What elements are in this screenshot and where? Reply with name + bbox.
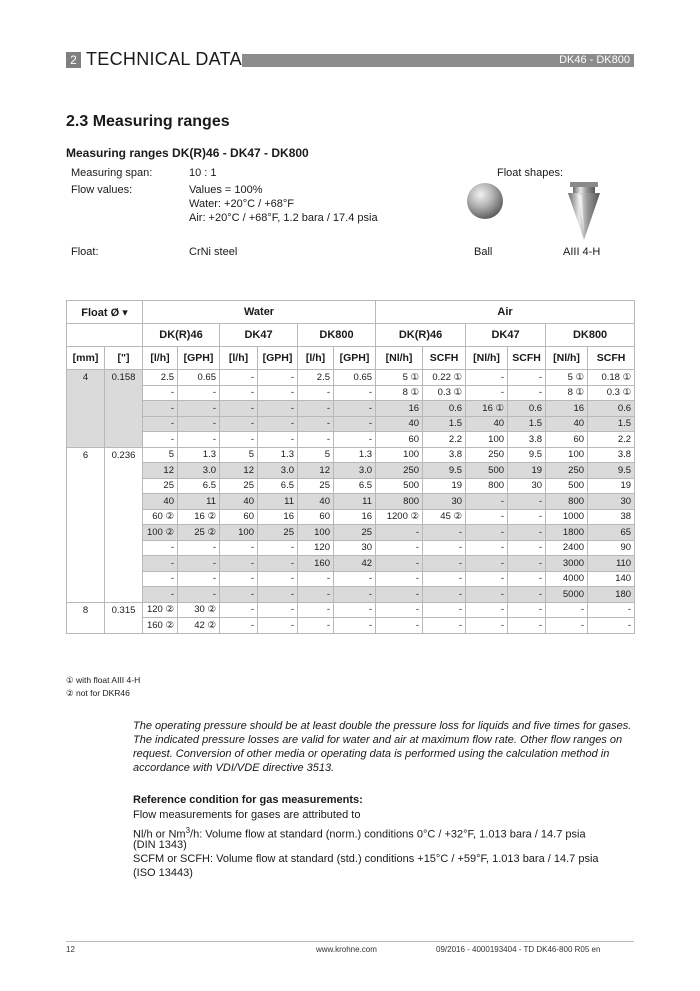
- table-cell: -: [143, 587, 178, 603]
- table-row: [67, 540, 635, 556]
- table-cell: 4000: [546, 571, 588, 587]
- table-cell: 1200 ②: [376, 509, 423, 525]
- table-cell: -: [466, 618, 508, 634]
- table-cell: -: [258, 416, 298, 432]
- footer-divider: [66, 941, 634, 942]
- table-cell: -: [334, 401, 376, 417]
- unit-header: [Nl/h]: [546, 347, 588, 370]
- table-cell: -: [588, 618, 635, 634]
- table-cell: 0.18 ①: [588, 370, 635, 386]
- table-cell: 25: [334, 525, 376, 541]
- table-cell: -: [258, 401, 298, 417]
- group-header: DK47: [220, 324, 298, 347]
- table-cell: -: [466, 587, 508, 603]
- table-cell: -: [258, 587, 298, 603]
- unit-header: [Nl/h]: [376, 347, 423, 370]
- unit-header: ["]: [105, 347, 143, 370]
- table-cell: -: [143, 385, 178, 401]
- table-cell: 1.3: [178, 447, 220, 463]
- table-cell: 160: [298, 556, 334, 572]
- table-cell: -: [220, 556, 258, 572]
- table-cell: 25: [220, 478, 258, 494]
- group-header: DK(R)46: [376, 324, 466, 347]
- table-cell: 500: [546, 478, 588, 494]
- table-cell: -: [376, 571, 423, 587]
- table-cell: -: [334, 416, 376, 432]
- table-cell: -: [508, 509, 546, 525]
- doc-id-bar: DK46 - DK800: [242, 54, 634, 67]
- table-cell: 250: [376, 463, 423, 479]
- table-cell: 5: [298, 447, 334, 463]
- table-cell: -: [143, 432, 178, 448]
- table-cell: 0.22 ①: [423, 370, 466, 386]
- table-cell: 6.5: [258, 478, 298, 494]
- air-header: Air: [376, 301, 635, 324]
- table-cell: 1.3: [258, 447, 298, 463]
- footer-url: www.krohne.com: [316, 945, 377, 954]
- table-cell: -: [298, 401, 334, 417]
- table-cell: 5: [220, 447, 258, 463]
- float-diameter-mm: 4: [67, 370, 105, 448]
- table-cell: 6.5: [178, 478, 220, 494]
- table-cell: 100: [376, 447, 423, 463]
- table-cell: 1.3: [334, 447, 376, 463]
- table-cell: 0.3 ①: [423, 385, 466, 401]
- table-cell: -: [258, 602, 298, 618]
- table-cell: 2400: [546, 540, 588, 556]
- table-cell: -: [143, 556, 178, 572]
- table-cell: 800: [466, 478, 508, 494]
- table-cell: 12: [298, 463, 334, 479]
- float-diameter-mm: 8: [67, 602, 105, 633]
- table-cell: -: [143, 571, 178, 587]
- group-header: DK(R)46: [143, 324, 220, 347]
- table-cell: 1.5: [423, 416, 466, 432]
- table-cell: -: [258, 432, 298, 448]
- table-cell: -: [423, 540, 466, 556]
- subheading: Measuring ranges DK(R)46 - DK47 - DK800: [66, 146, 309, 160]
- unit-header: SCFH: [588, 347, 635, 370]
- table-cell: -: [334, 571, 376, 587]
- table-row: [67, 509, 635, 525]
- table-cell: 30: [588, 494, 635, 510]
- table-cell: -: [178, 556, 220, 572]
- table-cell: 0.3 ①: [588, 385, 635, 401]
- group-header-row: [67, 324, 635, 347]
- table-cell: 40: [546, 416, 588, 432]
- table-cell: 100: [466, 432, 508, 448]
- unit-header: [GPH]: [178, 347, 220, 370]
- table-cell: 250: [466, 447, 508, 463]
- table-cell: -: [423, 587, 466, 603]
- unit-header: [mm]: [67, 347, 105, 370]
- table-row: [67, 602, 635, 618]
- page-heading: 2.3 Measuring ranges: [66, 113, 230, 130]
- table-cell: -: [334, 385, 376, 401]
- table-cell: 30: [508, 478, 546, 494]
- table-cell: 42: [334, 556, 376, 572]
- unit-header: [Nl/h]: [466, 347, 508, 370]
- table-cell: -: [298, 618, 334, 634]
- table-cell: 16: [334, 509, 376, 525]
- table-cell: 8 ①: [546, 385, 588, 401]
- table-cell: -: [178, 587, 220, 603]
- unit-header: [GPH]: [258, 347, 298, 370]
- footer-docref: 09/2016 - 4000193404 - TD DK46-800 R05 en: [436, 945, 601, 954]
- reference-line-2: [133, 824, 586, 842]
- unit-header: [l/h]: [143, 347, 178, 370]
- table-cell: -: [298, 432, 334, 448]
- table-cell: -: [508, 602, 546, 618]
- table-cell: 60 ②: [143, 509, 178, 525]
- table-row: [67, 370, 635, 386]
- group-header: DK800: [546, 324, 635, 347]
- float-diameter-inch: 0.158: [105, 370, 143, 448]
- table-cell: -: [178, 571, 220, 587]
- unit-header: [l/h]: [220, 347, 258, 370]
- table-cell: -: [466, 556, 508, 572]
- table-cell: -: [508, 556, 546, 572]
- table-cell: -: [220, 571, 258, 587]
- table-cell: 25: [143, 478, 178, 494]
- table-cell: 3.8: [423, 447, 466, 463]
- table-cell: -: [376, 618, 423, 634]
- reference-line-4: SCFM or SCFH: Volume flow at standard (std.) conditions +15°C / +59°F, 1.013 bara / 14.7 psia: [133, 853, 599, 865]
- table-cell: -: [178, 385, 220, 401]
- table-cell: 100: [298, 525, 334, 541]
- table-cell: -: [258, 618, 298, 634]
- table-cell: 500: [376, 478, 423, 494]
- table-cell: 19: [508, 463, 546, 479]
- table-cell: -: [508, 587, 546, 603]
- table-cell: 9.5: [508, 447, 546, 463]
- footnote-2: ② not for DKR46: [66, 688, 130, 698]
- table-cell: 9.5: [588, 463, 635, 479]
- unit-header: SCFH: [508, 347, 546, 370]
- footnote-1: ① with float AIII 4-H: [66, 675, 141, 685]
- table-cell: 45 ②: [423, 509, 466, 525]
- table-cell: 25: [258, 525, 298, 541]
- table-cell: 40: [466, 416, 508, 432]
- table-cell: -: [508, 385, 546, 401]
- span-label: Measuring span:: [71, 167, 153, 179]
- table-cell: -: [220, 370, 258, 386]
- float-shapes-title: Float shapes:: [497, 167, 564, 179]
- table-cell: 60: [298, 509, 334, 525]
- table-cell: 40: [376, 416, 423, 432]
- group-header: DK800: [298, 324, 376, 347]
- table-cell: 100 ②: [143, 525, 178, 541]
- table-cell: -: [376, 540, 423, 556]
- table-cell: -: [508, 571, 546, 587]
- water-header: Water: [143, 301, 376, 324]
- table-cell: -: [258, 540, 298, 556]
- table-cell: -: [258, 385, 298, 401]
- table-cell: 2.5: [143, 370, 178, 386]
- table-row: [67, 556, 635, 572]
- table-cell: 30: [423, 494, 466, 510]
- ball-label: Ball: [474, 246, 493, 258]
- flow-value-3: Air: +20°C / +68°F, 1.2 bara / 17.4 psia: [189, 212, 378, 224]
- table-cell: 16: [546, 401, 588, 417]
- table-row: [67, 401, 635, 417]
- table-cell: -: [220, 618, 258, 634]
- table-cell: 100: [220, 525, 258, 541]
- table-cell: -: [423, 556, 466, 572]
- table-cell: 30 ②: [178, 602, 220, 618]
- table-cell: 0.6: [508, 401, 546, 417]
- table-cell: -: [334, 432, 376, 448]
- reference-title: Reference condition for gas measurements:: [133, 794, 363, 806]
- table-row: [67, 571, 635, 587]
- table-cell: 60: [220, 509, 258, 525]
- flow-value-1: Values = 100%: [189, 184, 263, 196]
- reference-line-5: (ISO 13443): [133, 867, 193, 879]
- unit-header-row: [67, 347, 635, 370]
- table-cell: -: [143, 401, 178, 417]
- table-cell: -: [466, 525, 508, 541]
- table-cell: 8 ①: [376, 385, 423, 401]
- table-cell: 3.8: [508, 432, 546, 448]
- table-cell: 2.2: [423, 432, 466, 448]
- table-cell: -: [298, 416, 334, 432]
- table-cell: -: [546, 618, 588, 634]
- float-value: CrNi steel: [189, 246, 238, 258]
- table-cell: -: [143, 416, 178, 432]
- table-cell: 30: [334, 540, 376, 556]
- table-cell: -: [423, 602, 466, 618]
- table-cell: -: [220, 540, 258, 556]
- table-cell: -: [588, 602, 635, 618]
- table-cell: 40: [143, 494, 178, 510]
- table-cell: 3.0: [334, 463, 376, 479]
- table-cell: -: [334, 587, 376, 603]
- table-row: [67, 447, 635, 463]
- table-cell: 120: [298, 540, 334, 556]
- table-cell: -: [423, 618, 466, 634]
- table-row: [67, 385, 635, 401]
- table-cell: -: [508, 618, 546, 634]
- table-cell: 5: [143, 447, 178, 463]
- table-row: [67, 618, 635, 634]
- table-cell: -: [466, 509, 508, 525]
- table-cell: 0.6: [423, 401, 466, 417]
- unit-header: [GPH]: [334, 347, 376, 370]
- table-cell: 5 ①: [546, 370, 588, 386]
- table-cell: 2.2: [588, 432, 635, 448]
- float-label: Float:: [71, 246, 99, 258]
- reference-line-2b: /h: Volume flow at standard (norm.) conditions 0°C / +32°F, 1.013 bara / 14.7 psia: [190, 828, 586, 841]
- table-cell: -: [376, 587, 423, 603]
- table-cell: 42 ②: [178, 618, 220, 634]
- table-cell: -: [466, 540, 508, 556]
- table-row: [67, 525, 635, 541]
- table-cell: 500: [466, 463, 508, 479]
- span-value: 10 : 1: [189, 167, 217, 179]
- table-cell: -: [220, 432, 258, 448]
- table-cell: 1000: [546, 509, 588, 525]
- table-cell: 3000: [546, 556, 588, 572]
- table-cell: 11: [258, 494, 298, 510]
- table-cell: 1.5: [588, 416, 635, 432]
- table-row: [67, 416, 635, 432]
- table-row: [67, 494, 635, 510]
- table-cell: -: [466, 370, 508, 386]
- unit-header: SCFH: [423, 347, 466, 370]
- table-cell: -: [178, 416, 220, 432]
- table-cell: -: [298, 385, 334, 401]
- float-diameter-inch: 0.236: [105, 447, 143, 602]
- section-number-badge: 2: [66, 52, 81, 68]
- table-cell: 140: [588, 571, 635, 587]
- float-diameter-mm: 6: [67, 447, 105, 602]
- table-cell: 800: [376, 494, 423, 510]
- flow-value-2: Water: +20°C / +68°F: [189, 198, 294, 210]
- table-cell: 11: [178, 494, 220, 510]
- table-cell: -: [376, 556, 423, 572]
- reference-line-1: Flow measurements for gases are attributed to: [133, 809, 361, 821]
- table-cell: 40: [298, 494, 334, 510]
- table-cell: 25: [298, 478, 334, 494]
- table-cell: -: [423, 525, 466, 541]
- table-cell: 25 ②: [178, 525, 220, 541]
- table-cell: 160 ②: [143, 618, 178, 634]
- table-row: [67, 587, 635, 603]
- table-cell: 3.0: [178, 463, 220, 479]
- aiii-float-image: [564, 182, 604, 242]
- table-cell: 60: [546, 432, 588, 448]
- table-cell: 0.65: [178, 370, 220, 386]
- table-cell: -: [258, 370, 298, 386]
- table-cell: -: [334, 618, 376, 634]
- table-cell: 120 ②: [143, 602, 178, 618]
- table-cell: 2.5: [298, 370, 334, 386]
- table-cell: -: [178, 540, 220, 556]
- table-cell: 16 ①: [466, 401, 508, 417]
- table-cell: -: [298, 571, 334, 587]
- table-cell: 110: [588, 556, 635, 572]
- page-number: 12: [66, 945, 75, 954]
- reference-line-3: (DIN 1343): [133, 839, 187, 851]
- table-cell: -: [466, 571, 508, 587]
- table-cell: 12: [143, 463, 178, 479]
- group-header: DK47: [466, 324, 546, 347]
- table-cell: 1.5: [508, 416, 546, 432]
- table-cell: 800: [546, 494, 588, 510]
- table-cell: 16 ②: [178, 509, 220, 525]
- table-cell: -: [508, 370, 546, 386]
- table-body: [67, 370, 635, 634]
- table-cell: 250: [546, 463, 588, 479]
- table-cell: 6.5: [334, 478, 376, 494]
- table-cell: 0.65: [334, 370, 376, 386]
- table-cell: 11: [334, 494, 376, 510]
- float-diameter-inch: 0.315: [105, 602, 143, 633]
- section-title: TECHNICAL DATA: [86, 49, 242, 69]
- table-cell: 9.5: [423, 463, 466, 479]
- table-cell: -: [466, 385, 508, 401]
- table-cell: -: [376, 525, 423, 541]
- float-header: Float Ø ▾: [67, 301, 143, 324]
- table-cell: -: [220, 602, 258, 618]
- table-cell: 100: [546, 447, 588, 463]
- table-cell: 16: [376, 401, 423, 417]
- aiii-label: AIII 4-H: [563, 246, 601, 258]
- table-cell: 3.0: [258, 463, 298, 479]
- table-row: [67, 432, 635, 448]
- table-cell: 180: [588, 587, 635, 603]
- table-cell: -: [258, 571, 298, 587]
- operating-pressure-note: The operating pressure should be at least double the pressure loss for liquids and five times for gases. The indicated pressure losses are valid for water and air at maximum flow rate. Other flow ranges on request. Conversion of other media or operating data is performed using the calculation method in accordance with VDI/VDE directive 3513.: [133, 720, 632, 774]
- table-cell: -: [178, 432, 220, 448]
- table-cell: 5 ①: [376, 370, 423, 386]
- page-header: [66, 51, 634, 69]
- table-cell: -: [298, 602, 334, 618]
- table-cell: 19: [423, 478, 466, 494]
- table-cell: -: [466, 494, 508, 510]
- table-cell: 3.8: [588, 447, 635, 463]
- table-cell: 12: [220, 463, 258, 479]
- table-cell: 16: [258, 509, 298, 525]
- ball-float-image: [467, 183, 503, 219]
- table-cell: -: [220, 385, 258, 401]
- reference-superscript: 3: [185, 826, 191, 835]
- group-header-blank: [67, 324, 143, 347]
- table-cell: -: [508, 525, 546, 541]
- table-cell: 5000: [546, 587, 588, 603]
- table-cell: 90: [588, 540, 635, 556]
- table-cell: -: [546, 602, 588, 618]
- table-cell: 60: [376, 432, 423, 448]
- table-cell: 19: [588, 478, 635, 494]
- table-cell: -: [423, 571, 466, 587]
- measuring-ranges-table: [66, 300, 635, 634]
- unit-header: [l/h]: [298, 347, 334, 370]
- table-cell: -: [220, 587, 258, 603]
- table-cell: -: [143, 540, 178, 556]
- table-cell: 38: [588, 509, 635, 525]
- table-cell: 65: [588, 525, 635, 541]
- table-cell: -: [220, 416, 258, 432]
- table-cell: -: [376, 602, 423, 618]
- table-cell: 1800: [546, 525, 588, 541]
- table-cell: -: [508, 494, 546, 510]
- table-cell: -: [298, 587, 334, 603]
- table-cell: -: [258, 556, 298, 572]
- table-cell: -: [466, 602, 508, 618]
- table-cell: -: [178, 401, 220, 417]
- flow-label: Flow values:: [71, 184, 133, 196]
- table-cell: -: [220, 401, 258, 417]
- reference-line-2a: Nl/h or Nm: [133, 828, 186, 841]
- table-row: [67, 478, 635, 494]
- table-cell: -: [334, 602, 376, 618]
- table-cell: 0.6: [588, 401, 635, 417]
- table-cell: -: [508, 540, 546, 556]
- table-row: [67, 463, 635, 479]
- table-cell: 40: [220, 494, 258, 510]
